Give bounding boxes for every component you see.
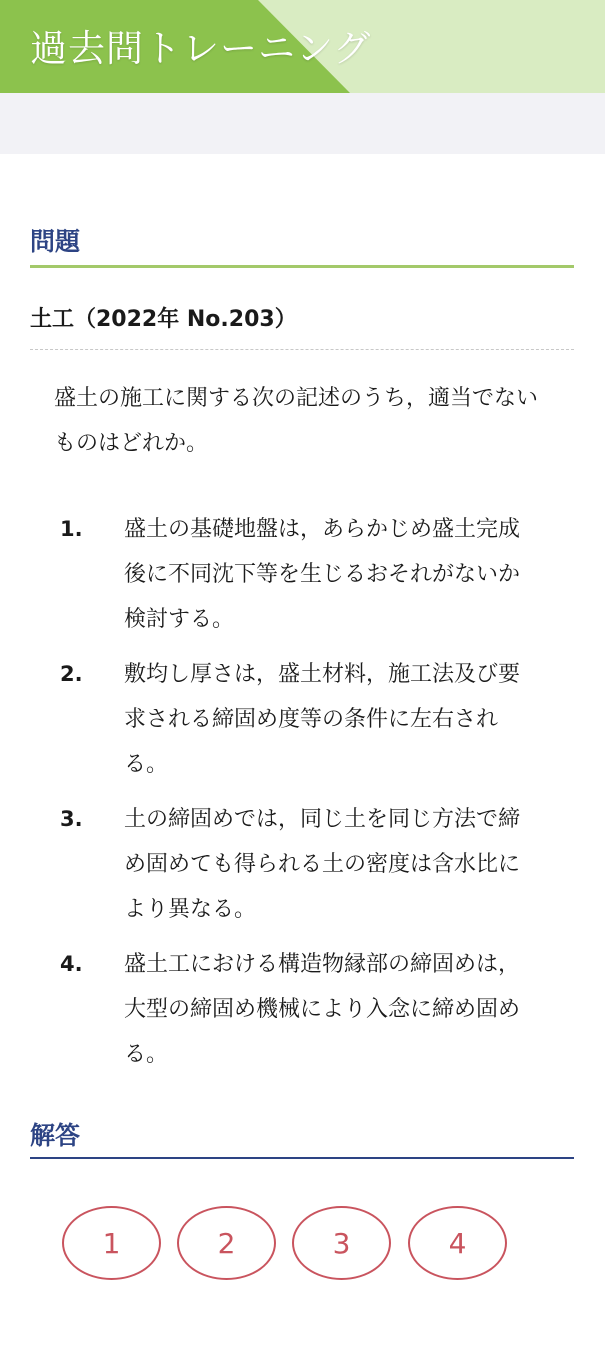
choice-number: 1. bbox=[60, 517, 83, 541]
question-heading: 問題 bbox=[30, 222, 574, 268]
app-header bbox=[0, 0, 605, 93]
choice-number: 4. bbox=[60, 952, 83, 976]
choice-item-2 bbox=[60, 652, 540, 787]
answer-button-1[interactable]: 1 bbox=[62, 1206, 161, 1280]
answer-button-4[interactable]: 4 bbox=[408, 1206, 507, 1280]
choice-text: 土の締固めでは，同じ土を同じ方法で締め固めても得られる土の密度は含水比により異なる。 bbox=[124, 807, 521, 922]
choice-text: 盛土の基礎地盤は，あらかじめ盛土完成後に不同沈下等を生じるおそれがないか検討する。 bbox=[124, 517, 521, 632]
choice-text: 盛土工における構造物縁部の締固めは，大型の締固め機械により入念に締め固める。 bbox=[124, 952, 521, 1067]
choice-item-3 bbox=[60, 797, 540, 932]
choice-number: 2. bbox=[60, 662, 83, 686]
choice-number: 3. bbox=[60, 807, 83, 831]
choice-item-1 bbox=[60, 507, 540, 642]
page-title: 過去問トレーニング bbox=[30, 27, 372, 70]
choice-item-4 bbox=[60, 942, 540, 1077]
header-spacer bbox=[0, 93, 605, 154]
question-category: 土工（2022年 No.203） bbox=[30, 302, 574, 350]
choice-list bbox=[60, 507, 540, 1087]
answer-button-3[interactable]: 3 bbox=[292, 1206, 391, 1280]
answer-buttons bbox=[62, 1206, 522, 1282]
answer-heading: 解答 bbox=[30, 1116, 574, 1159]
choice-text: 敷均し厚さは，盛土材料，施工法及び要求される締固め度等の条件に左右される。 bbox=[124, 662, 521, 777]
question-text: 盛土の施工に関する次の記述のうち，適当でないものはどれか。 bbox=[54, 386, 539, 456]
answer-button-2[interactable]: 2 bbox=[177, 1206, 276, 1280]
